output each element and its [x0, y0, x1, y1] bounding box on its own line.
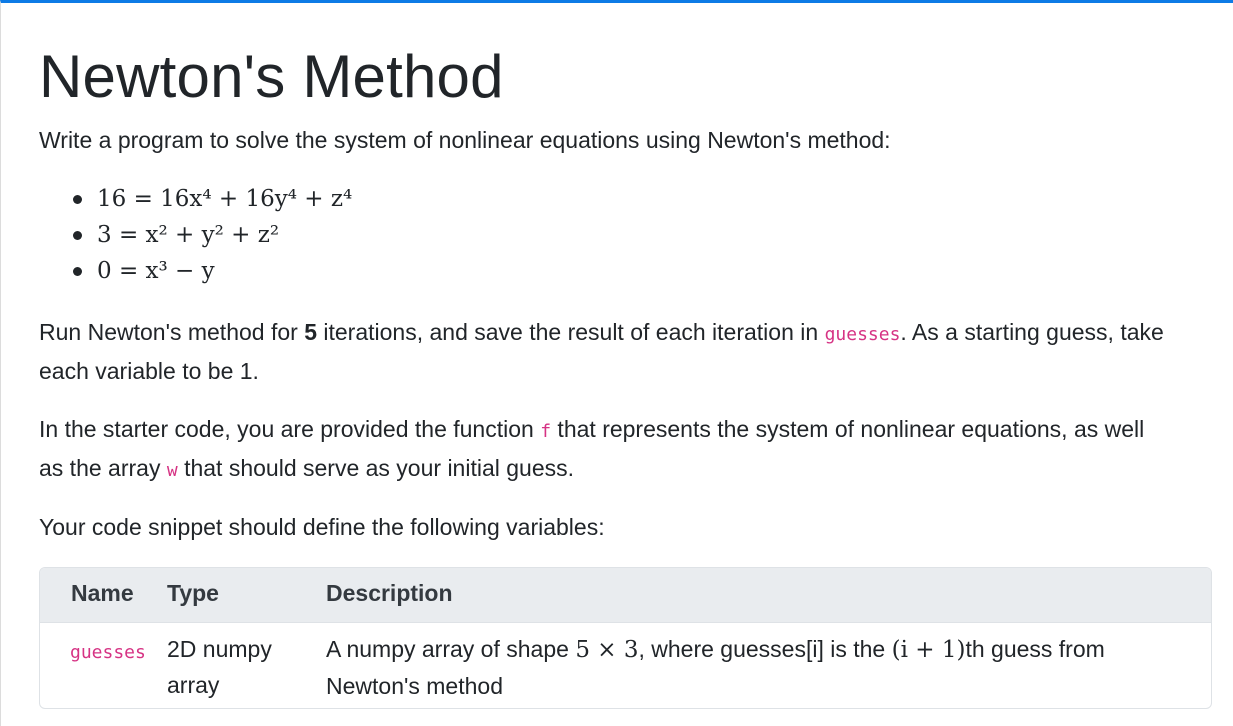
header-name: Name: [71, 580, 134, 606]
instruction-paragraph: [39, 314, 1214, 390]
bullet-icon: [73, 231, 82, 240]
starter-code-paragraph: [39, 411, 1214, 489]
row-name: guesses: [70, 642, 146, 663]
variables-table: [39, 567, 1212, 709]
para1-text: . As a starting guess, take: [900, 319, 1164, 345]
para2-text: In the starter code, you are provided the function: [39, 416, 541, 442]
row-description: [326, 631, 1186, 704]
equation-item: [67, 181, 352, 217]
row-desc-text: , where guesses[i] is the: [638, 636, 892, 662]
equation-2: 3 = x² + y² + z²: [97, 222, 280, 248]
page-title: Newton's Method: [39, 43, 504, 110]
row-desc-text: Newton's method: [326, 673, 503, 699]
equation-1: 16 = 16x⁴ + 16y⁴ + z⁴: [97, 186, 353, 212]
para2-text: that should serve as your initial guess.: [177, 455, 575, 481]
bullet-icon: [73, 267, 82, 276]
row-type-line: 2D numpy: [167, 636, 272, 662]
table-header: [40, 568, 1211, 623]
header-description: Description: [326, 580, 453, 606]
para1-text: Run Newton's method for: [39, 319, 305, 345]
row-desc-text: th guess from: [965, 636, 1105, 662]
para1-text: iterations, and save the result of each iteration in: [316, 319, 825, 345]
equation-list: [67, 181, 352, 289]
guesses-code: guesses: [824, 324, 901, 345]
iteration-count: 5: [304, 319, 317, 345]
f-code: f: [540, 421, 552, 442]
bullet-icon: [73, 195, 82, 204]
equation-item: [67, 253, 352, 289]
intro-text: Write a program to solve the system of nonlinear equations using Newton's method:: [39, 127, 891, 153]
equation-item: [67, 217, 352, 253]
para1-text: each variable to be 1.: [39, 358, 259, 384]
para2-text: that represents the system of nonlinear equations, as well: [551, 416, 1145, 442]
row-desc-math: 5 × 3: [575, 637, 639, 663]
row-type-line: array: [167, 672, 220, 698]
row-type: [167, 631, 272, 703]
row-desc-text: A numpy array of shape: [326, 636, 576, 662]
header-type: Type: [167, 580, 219, 606]
equation-3: 0 = x³ − y: [97, 258, 215, 284]
para2-text: as the array: [39, 455, 167, 481]
variables-paragraph: Your code snippet should define the following variables:: [39, 514, 605, 540]
row-desc-math: (i + 1): [891, 637, 966, 663]
w-code: w: [166, 460, 178, 481]
